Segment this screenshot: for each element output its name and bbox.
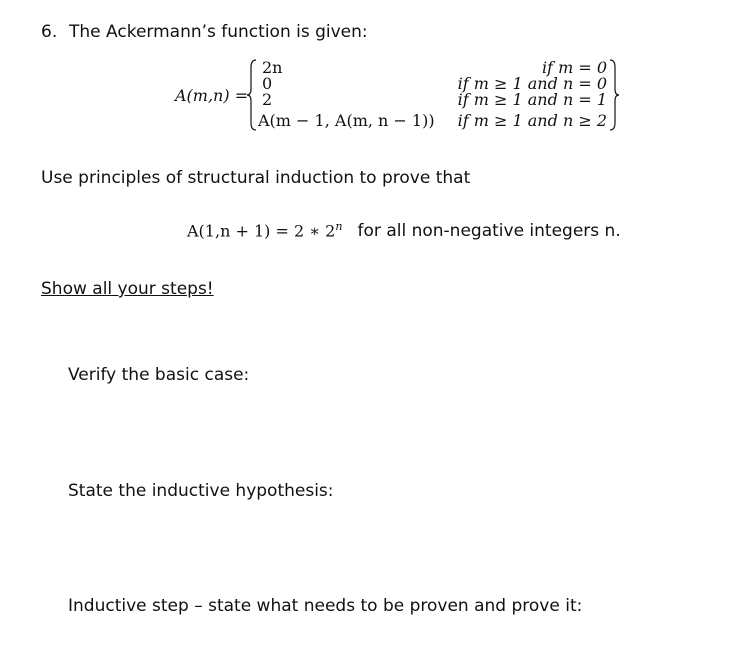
case-condition-4: if m ≥ 1 and n ≥ 2: [457, 111, 607, 130]
claim: [187, 220, 621, 241]
claim-exponent: n: [335, 220, 343, 233]
inductive-hypothesis-prompt: State the inductive hypothesis:: [68, 481, 334, 501]
instruction-text: Use principles of structural induction to prove that: [41, 168, 471, 188]
inductive-step-prompt: Inductive step – state what needs to be proven and prove it:: [68, 596, 583, 616]
claim-formula: A(1,n + 1) = 2 ∗ 2: [187, 221, 336, 241]
function-lhs: A(m,n) =: [175, 86, 249, 105]
show-steps-note: Show all your steps!: [41, 279, 214, 299]
claim-qualifier: for all non-negative integers n.: [357, 221, 621, 242]
case-value-2: 0: [262, 74, 273, 93]
case-condition-2: if m ≥ 1 and n = 0: [457, 74, 607, 93]
basic-case-prompt: Verify the basic case:: [68, 365, 250, 385]
left-brace: [246, 59, 258, 131]
case-value-3: 2: [262, 90, 273, 109]
case-condition-1: if m = 0: [541, 58, 607, 77]
right-brace: [608, 59, 620, 131]
case-condition-3: if m ≥ 1 and n = 1: [457, 90, 607, 109]
case-value-4: A(m − 1, A(m, n − 1)): [258, 111, 435, 130]
problem-number: 6.: [41, 22, 58, 42]
case-value-1: 2n: [262, 58, 283, 77]
problem-intro: The Ackermann’s function is given:: [69, 22, 368, 42]
